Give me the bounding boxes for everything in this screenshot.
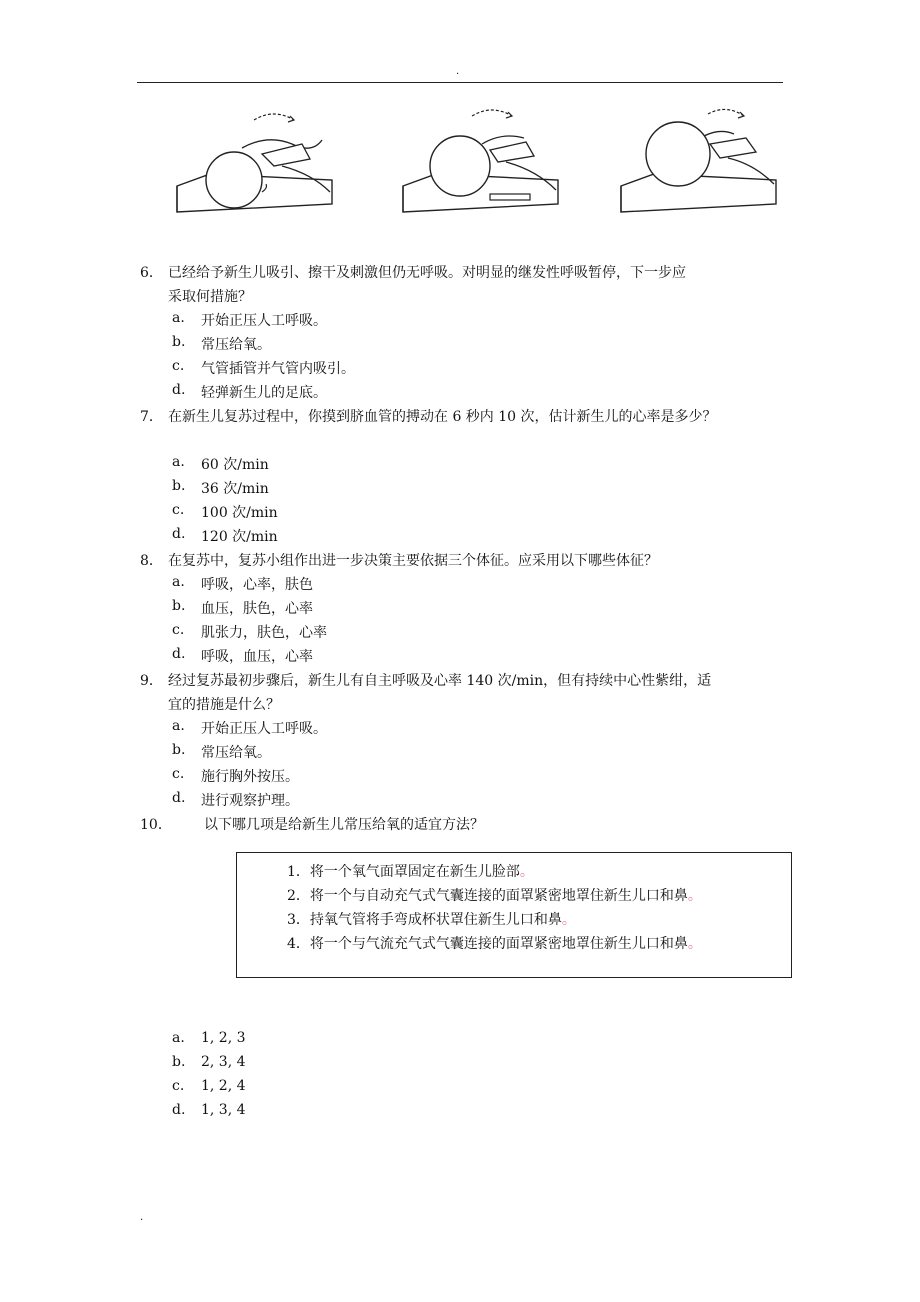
method-item-text: 将一个氧气面罩固定在新生儿脸部 — [309, 864, 520, 880]
question-6-option-text: 轻弹新生儿的足底。 — [201, 385, 327, 401]
method-item-3 — [287, 909, 576, 929]
question-7-option-text: 36 次/min — [201, 481, 269, 497]
question-8-number: 8． — [140, 553, 163, 569]
infant-head-position-3-figure — [616, 104, 786, 226]
question-7-option-letter: a. — [172, 454, 185, 470]
question-9-text-line2: 宜的措施是什么？ — [168, 697, 280, 713]
question-10-option-letter: b. — [172, 1054, 186, 1070]
infant-head-position-2-figure — [398, 104, 568, 226]
question-7-number: 7． — [140, 409, 163, 425]
method-item-4 — [287, 933, 702, 953]
question-10-option-text: 1, 2, 3 — [201, 1030, 246, 1046]
method-item-number: 4． — [287, 936, 310, 952]
infant-head-position-1-figure — [172, 104, 342, 226]
question-7-option-text: 100 次/min — [201, 505, 278, 521]
question-9-option-letter: a. — [172, 718, 185, 734]
method-item-period: 。 — [687, 888, 702, 904]
question-6-option-text: 常压给氧。 — [201, 337, 271, 353]
question-9-number: 9． — [140, 673, 163, 689]
question-7-option-letter: b. — [172, 478, 186, 494]
question-6-text-line2: 采取何措施？ — [168, 289, 252, 305]
question-9-text-line1: 经过复苏最初步骤后，新生儿有自主呼吸及心率 140 次/min，但有持续中心性紫绀，适 — [168, 673, 712, 689]
question-6-text-line1: 已经给予新生儿吸引、擦干及刺激但仍无呼吸。对明显的继发性呼吸暂停，下一步应 — [168, 265, 686, 281]
question-6-option-letter: a. — [172, 310, 185, 326]
question-10-option-letter: a. — [172, 1030, 185, 1046]
question-8-option-text: 呼吸，血压，心率 — [201, 649, 313, 665]
method-item-text: 持氧气管将手弯成杯状罩住新生儿口和鼻 — [309, 912, 562, 928]
question-10-option-text: 1, 3, 4 — [201, 1102, 246, 1118]
question-8-option-letter: b. — [172, 598, 186, 614]
method-item-period: 。 — [519, 864, 534, 880]
question-6-option-letter: b. — [172, 334, 186, 350]
question-9-option-text: 开始正压人工呼吸。 — [201, 721, 327, 737]
question-8-text-line1: 在复苏中，复苏小组作出进一步决策主要依据三个体征。应采用以下哪些体征？ — [168, 553, 658, 569]
header-mark: . — [456, 66, 460, 77]
question-9-option-letter: b. — [172, 742, 186, 758]
question-8-option-text: 呼吸，心率，肤色 — [201, 577, 313, 593]
method-item-2 — [287, 885, 702, 905]
question-10-option-letter: c. — [172, 1078, 185, 1094]
question-7-option-letter: d. — [172, 526, 186, 542]
question-8-option-text: 肌张力，肤色，心率 — [201, 625, 327, 641]
question-7-text-line1: 在新生儿复苏过程中，你摸到脐血管的搏动在 6 秒内 10 次，估计新生儿的心率是多少？ — [168, 409, 717, 425]
method-item-period: 。 — [561, 912, 576, 928]
method-item-text: 将一个与气流充气式气囊连接的面罩紧密地罩住新生儿口和鼻 — [309, 936, 688, 952]
question-10-number: 10． — [140, 817, 172, 833]
method-item-number: 2． — [287, 888, 310, 904]
question-6-option-text: 气管插管并气管内吸引。 — [201, 361, 355, 377]
question-8-option-letter: a. — [172, 574, 185, 590]
footer-mark: . — [140, 1212, 144, 1223]
question-6-option-text: 开始正压人工呼吸。 — [201, 313, 327, 329]
question-8-option-text: 血压，肤色，心率 — [201, 601, 313, 617]
method-item-number: 1． — [287, 864, 310, 880]
header-rule — [137, 82, 783, 83]
question-9-option-text: 进行观察护理。 — [201, 793, 299, 809]
question-10-option-letter: d. — [172, 1102, 186, 1118]
method-item-1 — [287, 861, 534, 881]
question-9-option-letter: d. — [172, 790, 186, 806]
question-10-option-text: 2, 3, 4 — [201, 1054, 246, 1070]
method-item-text: 将一个与自动充气式气囊连接的面罩紧密地罩住新生儿口和鼻 — [309, 888, 688, 904]
question-10-text-line1: 以下哪几项是给新生儿常压给氧的适宜方法？ — [204, 817, 484, 833]
method-item-number: 3． — [287, 912, 310, 928]
question-7-option-text: 120 次/min — [201, 529, 278, 545]
question-8-option-letter: d. — [172, 646, 186, 662]
method-item-period: 。 — [687, 936, 702, 952]
question-10-option-text: 1, 2, 4 — [201, 1078, 246, 1094]
question-10-methods-box — [236, 852, 792, 978]
question-9-option-text: 常压给氧。 — [201, 745, 271, 761]
question-6-option-letter: c. — [172, 358, 185, 374]
question-8-option-letter: c. — [172, 622, 185, 638]
question-6-number: 6． — [140, 265, 163, 281]
question-9-option-letter: c. — [172, 766, 185, 782]
question-7-option-letter: c. — [172, 502, 185, 518]
question-6-option-letter: d. — [172, 382, 186, 398]
question-7-option-text: 60 次/min — [201, 457, 269, 473]
question-9-option-text: 施行胸外按压。 — [201, 769, 299, 785]
